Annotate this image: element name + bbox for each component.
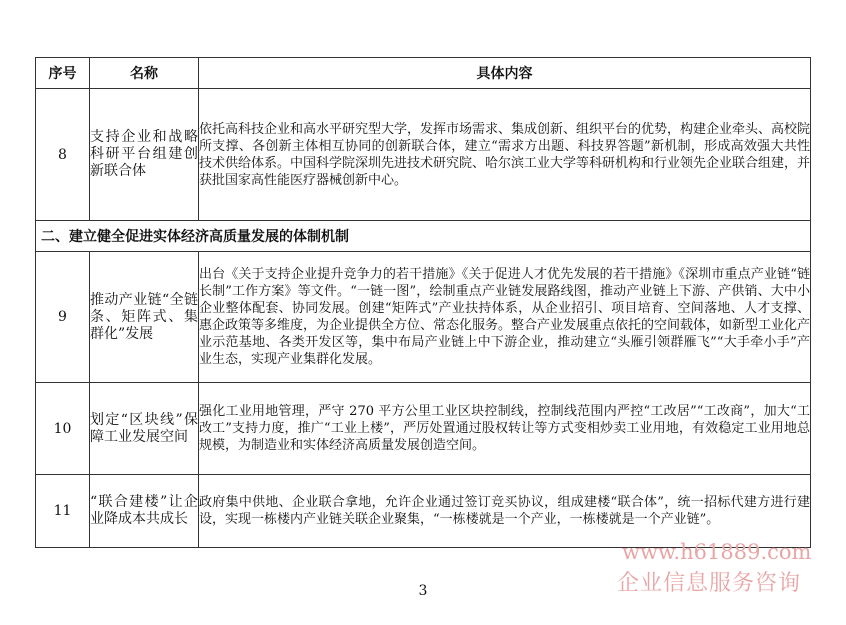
header-index: 序号 bbox=[36, 58, 90, 89]
policy-table bbox=[35, 57, 811, 548]
page-number: 3 bbox=[418, 583, 428, 599]
watermark-text: 企业信息服务咨询 bbox=[617, 571, 802, 596]
row-index: 9 bbox=[36, 252, 90, 383]
row-name: “联合建楼”让企业降成本共成长 bbox=[90, 475, 199, 548]
section-heading: 二、建立健全促进实体经济高质量发展的体制机制 bbox=[36, 221, 811, 252]
row-content: 依托高科技企业和高水平研究型大学，发挥市场需求、集成创新、组织平台的优势，构建企业牵头、高校院所支撑、各创新主体相互协同的创新联合体，建立“需求方出题、科技界答题”新机制，形成高效强大共性技术供给体系。中国科学院深圳先进技术研究院、哈尔滨工业大学等科研机构和行业领先企业联合组建，并获批国家高性能医疗器械创新中心。 bbox=[199, 89, 811, 221]
header-name: 名称 bbox=[90, 58, 199, 89]
section-heading-row bbox=[36, 221, 811, 252]
watermark-url: www.h61889.com bbox=[622, 540, 812, 564]
table-row bbox=[36, 252, 811, 383]
row-content: 强化工业用地管理，严守 270 平方公里工业区块控制线，控制线范围内严控“工改居”“工改商”，加大“工改工”支持力度，推广“工业上楼”，严厉处置通过股权转让等方式变相炒卖工业用地，有效稳定工业用地总规模，为制造业和实体经济高质量发展创造空间。 bbox=[199, 383, 811, 475]
header-content: 具体内容 bbox=[199, 58, 811, 89]
row-name: 支持企业和战略科研平台组建创新联合体 bbox=[90, 89, 199, 221]
table-row bbox=[36, 383, 811, 475]
row-name: 推动产业链“全链条、矩阵式、集群化”发展 bbox=[90, 252, 199, 383]
row-index: 8 bbox=[36, 89, 90, 221]
row-index: 11 bbox=[36, 475, 90, 548]
table-row bbox=[36, 475, 811, 548]
table-header-row bbox=[36, 58, 811, 89]
row-index: 10 bbox=[36, 383, 90, 475]
row-name: 划定“区块线”保障工业发展空间 bbox=[90, 383, 199, 475]
table-row bbox=[36, 89, 811, 221]
row-content: 出台《关于支持企业提升竞争力的若干措施》《关于促进人才优先发展的若干措施》《深圳市重点产业链“链长制”工作方案》等文件。“一链一图”，绘制重点产业链发展路线图，推动产业链上下游、产供销、大中小企业整体配套、协同发展。创建“矩阵式”产业扶持体系，从企业招引、项目培育、空间落地、人才支撑、惠企政策等多维度，为企业提供全方位、常态化服务。整合产业发展重点依托的空间载体，如新型工业化产业示范基地、各类开发区等，集中布局产业链上中下游企业，推动建立“头雁引领群雁飞”“大手牵小手”产业生态，实现产业集群化发展。 bbox=[199, 252, 811, 383]
row-content: 政府集中供地、企业联合拿地，允许企业通过签订竞买协议，组成建楼“联合体”，统一招标代建方进行建设，实现一栋楼内产业链关联企业聚集，“一栋楼就是一个产业，一栋楼就是一个产业链”。 bbox=[199, 475, 811, 548]
